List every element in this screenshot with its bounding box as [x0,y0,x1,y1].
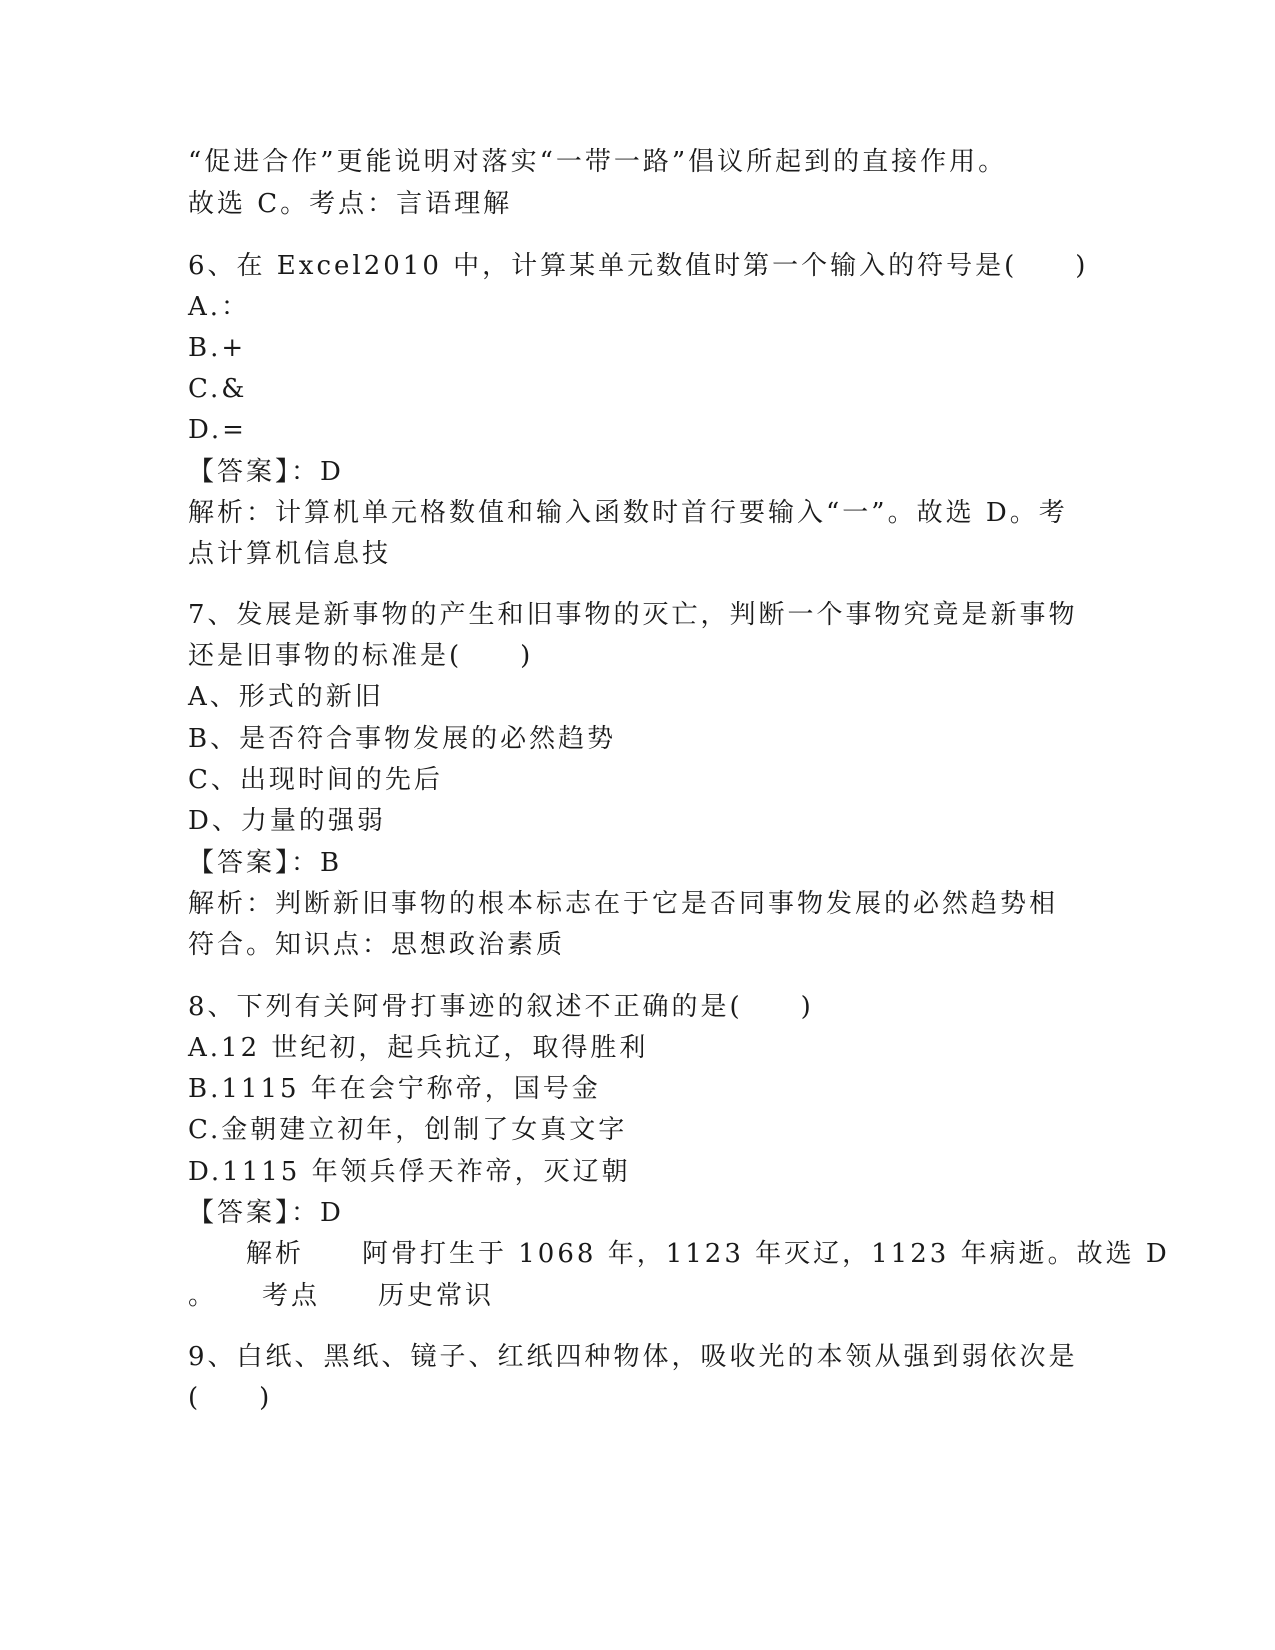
question-6-explanation: 解析：计算机单元格数值和输入函数时首行要输入“一”。故选 D。考 [188,498,1068,528]
question-7-option-c: C、出现时间的先后 [188,765,443,795]
question-8-explanation: 。 考点 历史常识 [188,1281,495,1311]
text-line: 故选 C。考点：言语理解 [188,189,513,219]
question-8-answer: 【答案】：D [188,1198,344,1228]
question-7-stem: 还是旧事物的标准是( ) [188,641,534,671]
question-7-option-d: D、力量的强弱 [188,806,386,836]
question-6-explanation: 点计算机信息技 [188,539,392,569]
question-7-option-a: A、形式的新旧 [188,682,384,712]
question-6-option-d: D.= [188,415,247,445]
question-7-explanation: 解析：判断新旧事物的根本标志在于它是否同事物发展的必然趋势相 [188,889,1059,919]
question-8-option-a: A.12 世纪初，起兵抗辽，取得胜利 [188,1033,649,1063]
question-7-answer: 【答案】：B [188,848,343,878]
question-6-option-b: B.+ [188,333,247,363]
question-7-stem: 7、发展是新事物的产生和旧事物的灭亡，判断一个事物究竟是新事物 [188,600,1078,630]
question-7-option-b: B、是否符合事物发展的必然趋势 [188,724,617,754]
question-8-option-d: D.1115 年领兵俘天祚帝，灭辽朝 [188,1157,631,1187]
question-8-stem: 8、下列有关阿骨打事迹的叙述不正确的是( ) [188,992,814,1022]
question-8-explanation: 解析 阿骨打生于 1068 年，1123 年灭辽，1123 年病逝。故选 D [188,1239,1170,1269]
question-6-answer: 【答案】：D [188,457,344,487]
text-line: “促进合作”更能说明对落实“一带一路”倡议所起到的直接作用。 [188,147,1008,177]
question-6-option-c: C.& [188,374,248,404]
question-9-stem: ( ) [188,1383,273,1413]
question-7-explanation: 符合。知识点：思想政治素质 [188,930,566,960]
question-6-option-a: A.： [188,292,251,322]
question-6-stem: 6、在 Excel2010 中，计算某单元数值时第一个输入的符号是( ) [188,251,1089,281]
question-8-option-c: C.金朝建立初年，创制了女真文字 [188,1115,628,1145]
question-8-option-b: B.1115 年在会宁称帝，国号金 [188,1074,601,1104]
question-9-stem: 9、白纸、黑纸、镜子、红纸四种物体，吸收光的本领从强到弱依次是 [188,1342,1078,1372]
